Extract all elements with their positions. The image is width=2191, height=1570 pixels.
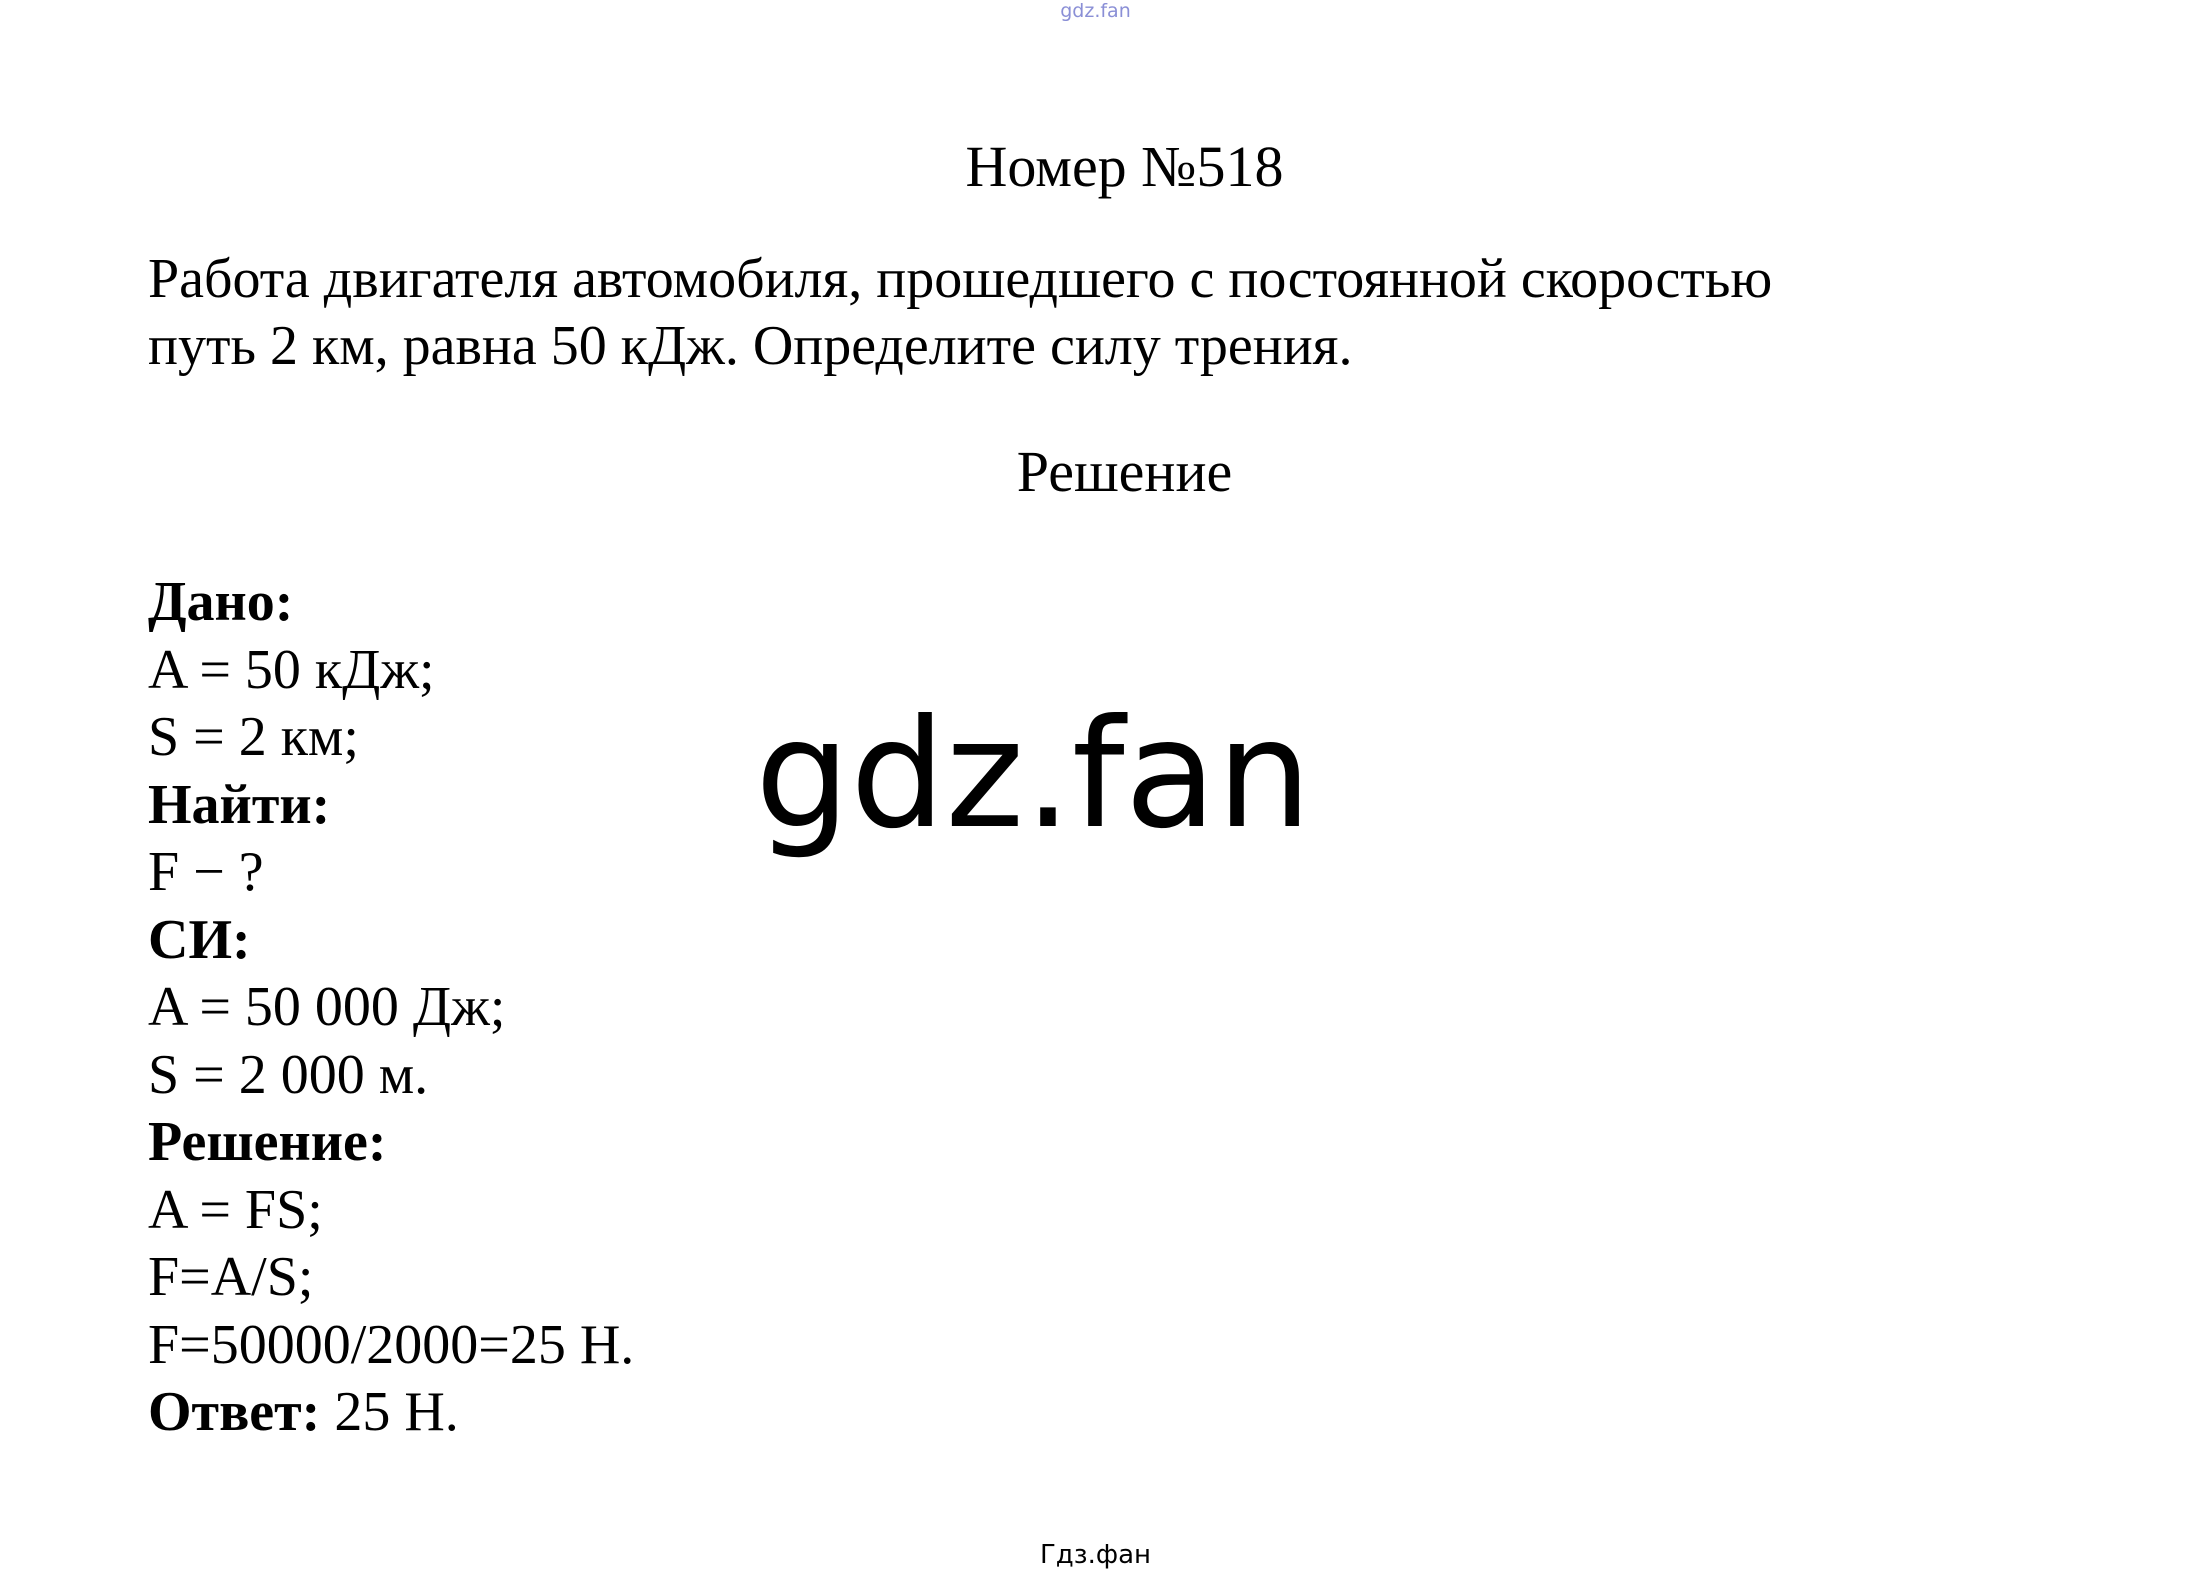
answer-value: 25 Н.: [320, 1381, 459, 1443]
footer-text: Гдз.фан: [1039, 1540, 1152, 1570]
answer-line: [148, 1379, 634, 1447]
solution-block: [148, 569, 634, 1447]
si-item-distance: S = 2 000 м.: [148, 1043, 429, 1106]
find-label: Найти:: [148, 773, 331, 836]
problem-statement: [148, 246, 2098, 380]
center-watermark: gdz.fan: [755, 688, 1312, 862]
top-watermark: gdz.fan: [1060, 0, 1131, 22]
solution-label: Решение:: [148, 1111, 387, 1173]
solution-step-3: F=50000/2000=25 Н.: [148, 1313, 635, 1376]
given-item-distance: S = 2 км;: [148, 706, 359, 768]
answer-label: Ответ:: [148, 1381, 321, 1443]
given-item-work: A = 50 кДж;: [148, 638, 435, 701]
given-label: Дано:: [148, 571, 294, 633]
si-label: СИ:: [148, 908, 251, 971]
si-item-work: A = 50 000 Дж;: [148, 976, 506, 1038]
problem-line-1: Работа двигателя автомобиля, прошедшего с постоянной скоростью: [148, 248, 1773, 310]
solution-heading: Решение: [1016, 439, 1233, 504]
find-item-force: F − ?: [148, 841, 264, 903]
page-title: Номер №518: [965, 134, 1284, 199]
solution-step-1: A = FS;: [148, 1178, 323, 1241]
problem-line-2: путь 2 км, равна 50 кДж. Определите силу трения.: [148, 315, 1353, 377]
solution-step-2: F=A/S;: [148, 1246, 314, 1308]
